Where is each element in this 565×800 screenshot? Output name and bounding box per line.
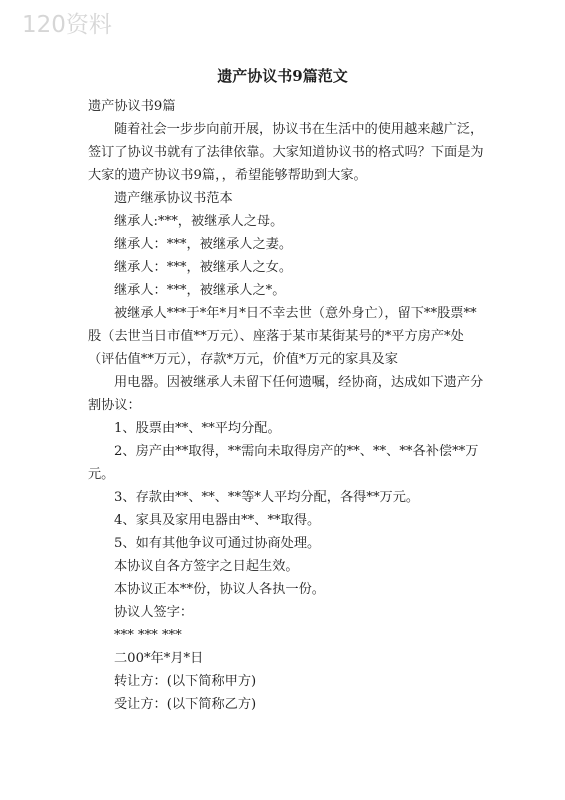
document-subtitle: 遗产协议书9篇 xyxy=(88,99,176,114)
estate-paragraph: 被继承人***于*年*月*日不幸去世（意外身亡），留下**股票**股（去世当日市值**万元）、座落于某市某街某号的*平方房产*处（评估值**万元），存款*万元，价值*万元的家具及家 xyxy=(88,306,477,367)
clause-4: 4、家具及家用电器由**、**取得。 xyxy=(114,513,321,528)
clause-5: 5、如有其他争议可通过协商处理。 xyxy=(114,536,321,551)
document-body xyxy=(88,95,488,716)
heir-line: 继承人：***，被继承人之女。 xyxy=(114,260,293,275)
document-title: 遗产协议书9篇范文 xyxy=(217,67,348,85)
estate-paragraph-continued: 用电器。因被继承人未留下任何遗嘱，经协商，达成如下遗产分割协议： xyxy=(88,375,484,413)
transferor-line: 转让方：(以下简称甲方) xyxy=(114,674,257,689)
signature-date: 二00*年*月*日 xyxy=(114,651,204,666)
clause-3: 3、存款由**、**、**等*人平均分配，各得**万元。 xyxy=(114,490,420,505)
copies-clause: 本协议正本**份，协议人各执一份。 xyxy=(114,582,325,597)
section-heading: 遗产继承协议书范本 xyxy=(114,191,233,206)
heir-line: 继承人：***，被继承人之*。 xyxy=(114,283,286,298)
heir-line: 继承人:***，被继承人之母。 xyxy=(114,214,284,229)
clause-2: 2、房产由**取得，**需向未取得房产的**、**、**各补偿**万元。 xyxy=(88,444,479,482)
intro-paragraph: 随着社会一步步向前开展，协议书在生活中的使用越来越广泛，签订了协议书就有了法律依靠。大家知道协议书的格式吗？下面是为大家的遗产协议书9篇，，希望能够帮助到大家。 xyxy=(88,122,484,183)
heir-line: 继承人：***，被继承人之妻。 xyxy=(114,237,293,252)
signature-names: *** *** *** xyxy=(114,628,182,643)
signature-label: 协议人签字： xyxy=(114,605,194,620)
effective-clause: 本协议自各方签字之日起生效。 xyxy=(114,559,299,574)
clause-1: 1、股票由**、**平均分配。 xyxy=(114,421,281,436)
transferee-line: 受让方：(以下简称乙方) xyxy=(114,697,257,712)
watermark-logo: 120资料 xyxy=(22,12,112,38)
